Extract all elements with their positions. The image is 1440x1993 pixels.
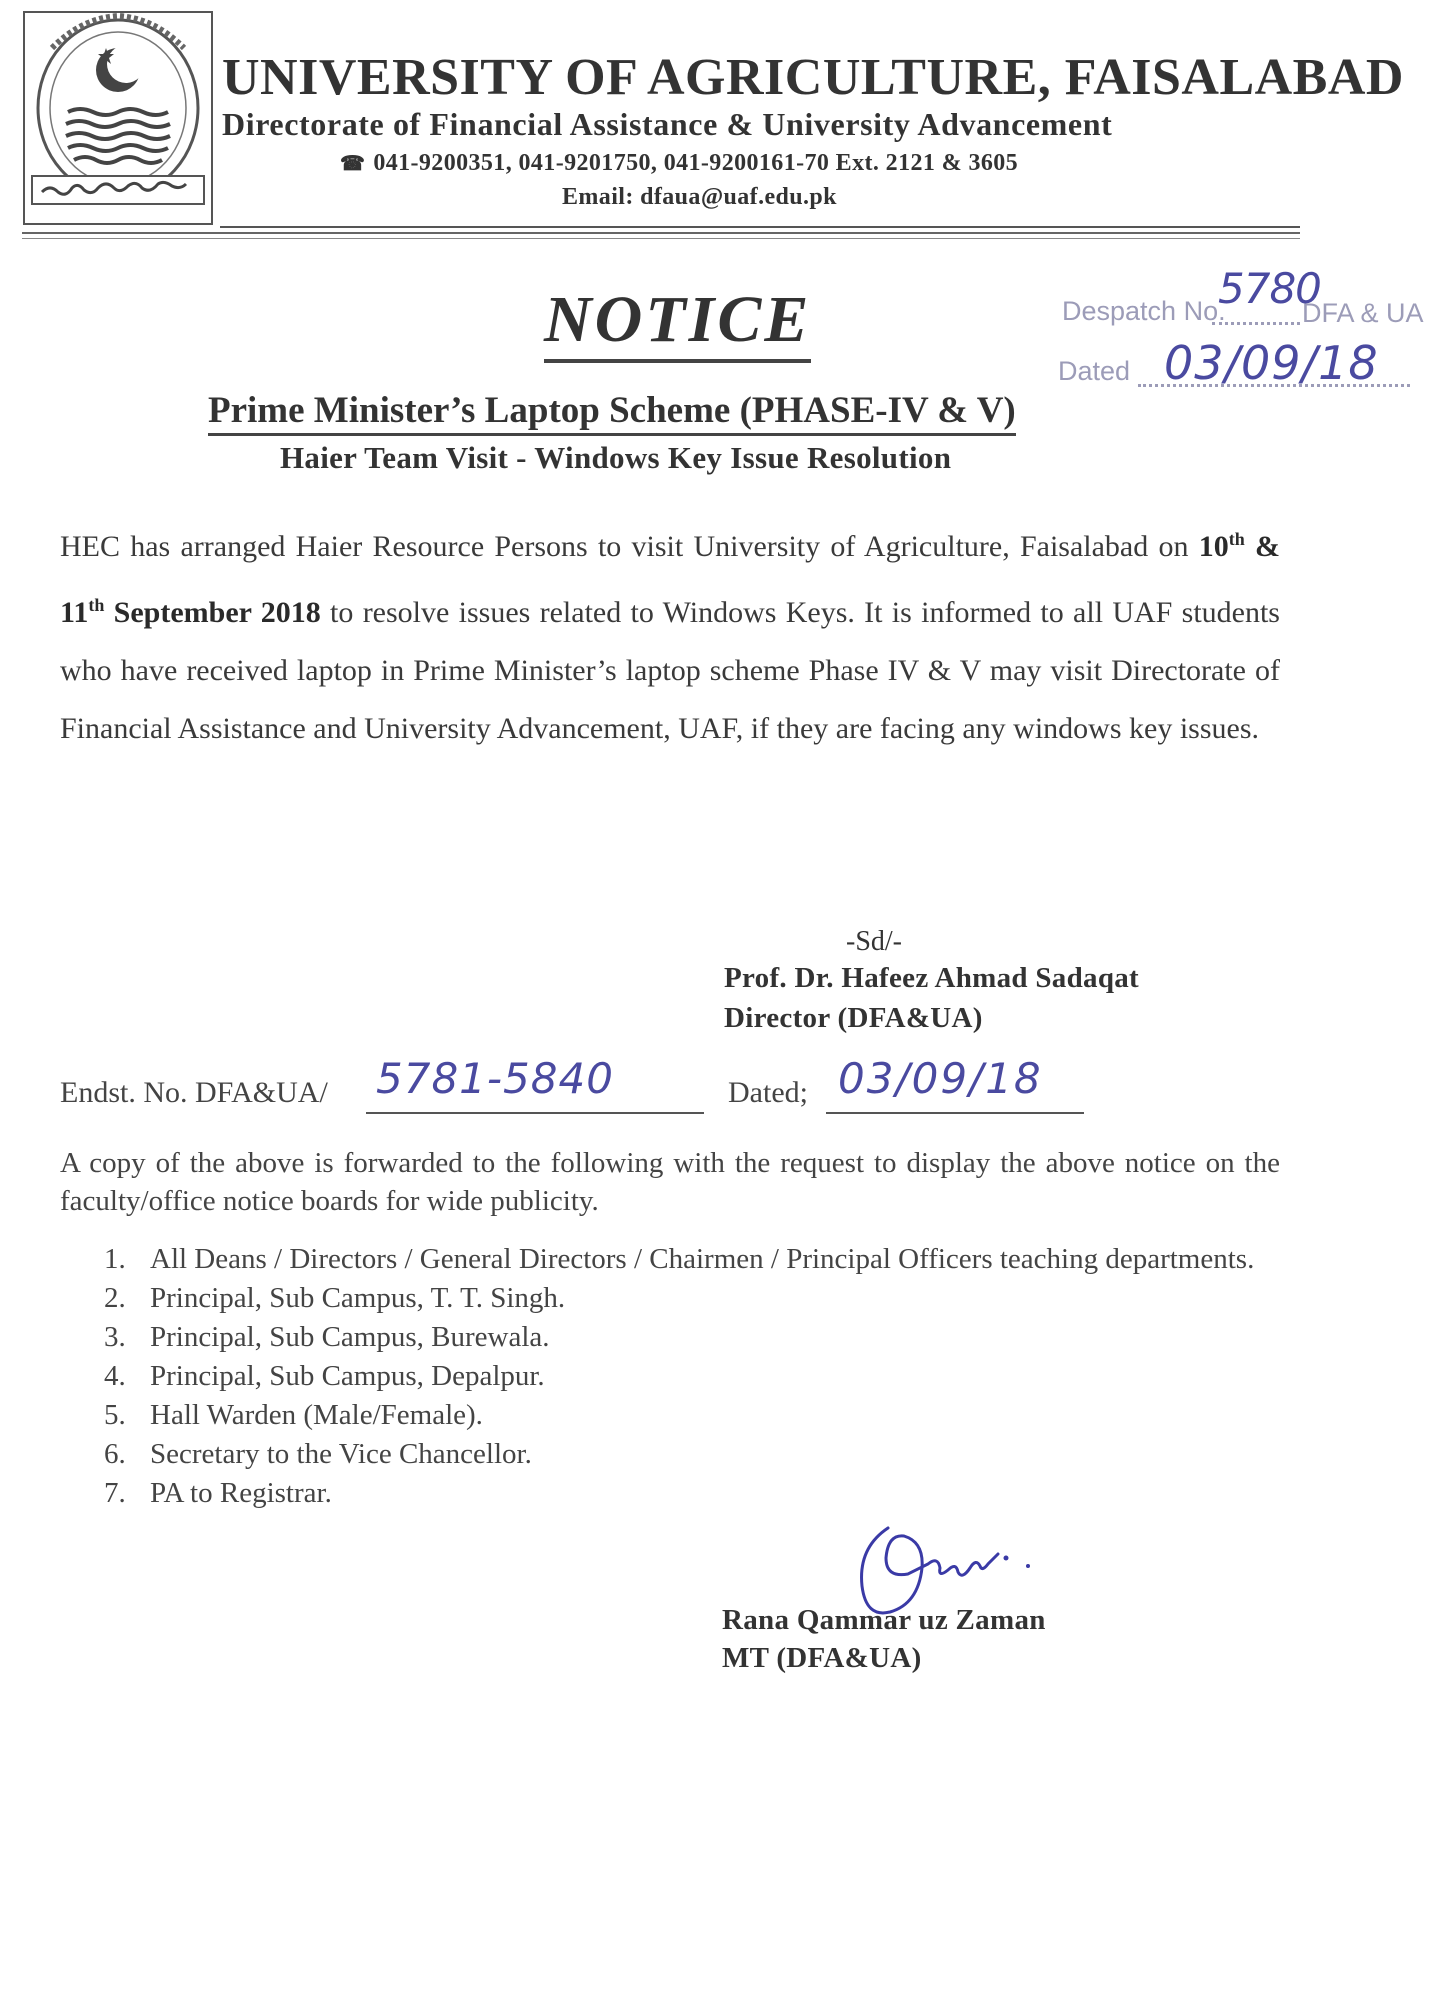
despatch-number: 5780 <box>1218 264 1321 313</box>
endorsement-underline <box>366 1112 704 1114</box>
notice-body <box>60 510 1280 758</box>
list-item-text: Secretary to the Vice Chancellor. <box>150 1438 532 1470</box>
list-item-number: 2. <box>104 1282 126 1314</box>
list-item-number: 4. <box>104 1360 126 1392</box>
notice-body-part2: to resolve issues related to Windows Keys. It is informed to all UAF students who have received laptop in Prime Minister’s laptop scheme Phase IV & V may visit Directorate of Financial Assistance and University Advancement, UAF, if they are facing any windows key issues. <box>60 596 1280 745</box>
director-title: Director (DFA&UA) <box>724 1002 983 1034</box>
email-address: Email: dfaua@uaf.edu.pk <box>562 184 837 210</box>
notice-body-part1: HEC has arranged Haier Resource Persons to visit University of Agriculture, Faisalabad on <box>60 530 1199 563</box>
list-item <box>104 1396 1284 1434</box>
officer-name: Rana Qammar uz Zaman <box>722 1604 1046 1636</box>
scheme-title: Prime Minister’s Laptop Scheme (PHASE-IV & V) <box>208 390 1016 436</box>
phone-numbers-text: 041-9200351, 041-9201750, 041-9200161-70 Ext. 2121 & 3605 <box>373 150 1019 176</box>
header-divider-double <box>22 232 1300 234</box>
date1-day: 10 <box>1198 530 1229 563</box>
list-item-text: Principal, Sub Campus, Depalpur. <box>150 1360 545 1392</box>
university-seal-logo <box>22 8 214 228</box>
list-item <box>104 1474 1284 1512</box>
director-name: Prof. Dr. Hafeez Ahmad Sadaqat <box>724 962 1139 994</box>
date1-sup: th <box>1228 529 1245 549</box>
visit-title: Haier Team Visit - Windows Key Issue Resolution <box>280 440 952 475</box>
copy-forward-text: A copy of the above is forwarded to the following with the request to display the above notice on the faculty/office notice boards for wide publicity. <box>60 1147 1280 1217</box>
list-item <box>104 1318 1284 1356</box>
notice-title: NOTICE <box>544 284 811 363</box>
stamp-despatch-suffix: DFA & UA <box>1302 298 1424 328</box>
signed-mark: -Sd/- <box>846 926 902 957</box>
list-item-number: 3. <box>104 1321 126 1353</box>
telephone-icon: ☎ <box>340 153 366 175</box>
list-item-text: Principal, Sub Campus, T. T. Singh. <box>150 1282 566 1314</box>
header-divider <box>220 226 1300 228</box>
dated-underline <box>826 1112 1084 1114</box>
list-item <box>104 1357 1284 1395</box>
list-item-text: PA to Registrar. <box>150 1477 332 1509</box>
phone-numbers <box>340 150 1018 177</box>
endorsement-number: 5781-5840 <box>376 1054 614 1103</box>
list-item <box>104 1279 1284 1317</box>
list-item <box>104 1240 1284 1278</box>
date-month-year: September 2018 <box>104 596 321 629</box>
officer-title: MT (DFA&UA) <box>722 1642 922 1674</box>
stamp-dated-label: Dated <box>1058 356 1131 386</box>
date2-day: 11 <box>60 596 89 629</box>
despatch-date: 03/09/18 <box>1164 336 1379 390</box>
endorsement-label: Endst. No. DFA&UA/ <box>60 1076 328 1109</box>
list-item-text: Principal, Sub Campus, Burewala. <box>150 1321 550 1353</box>
date2-sup: th <box>88 595 105 615</box>
header-divider-thin <box>22 238 1300 239</box>
list-item-number: 6. <box>104 1438 126 1470</box>
distribution-list <box>104 1240 1284 1513</box>
list-item-text: Hall Warden (Male/Female). <box>150 1399 483 1431</box>
stamp-despatch-label: Despatch No. <box>1062 296 1226 326</box>
list-item-number: 7. <box>104 1477 126 1509</box>
endorsement-dated-label: Dated; <box>728 1076 808 1109</box>
list-item-number: 1. <box>104 1243 126 1275</box>
endorsement-date: 03/09/18 <box>838 1054 1043 1103</box>
university-name: UNIVERSITY OF AGRICULTURE, FAISALABAD <box>222 49 1404 106</box>
directorate-name: Directorate of Financial Assistance & University Advancement <box>222 106 1113 142</box>
list-item-number: 5. <box>104 1399 126 1431</box>
list-item <box>104 1435 1284 1473</box>
list-item-text: All Deans / Directors / General Directors / Chairmen / Principal Officers teaching departments. <box>150 1243 1255 1275</box>
date-amp: & <box>1244 530 1280 563</box>
